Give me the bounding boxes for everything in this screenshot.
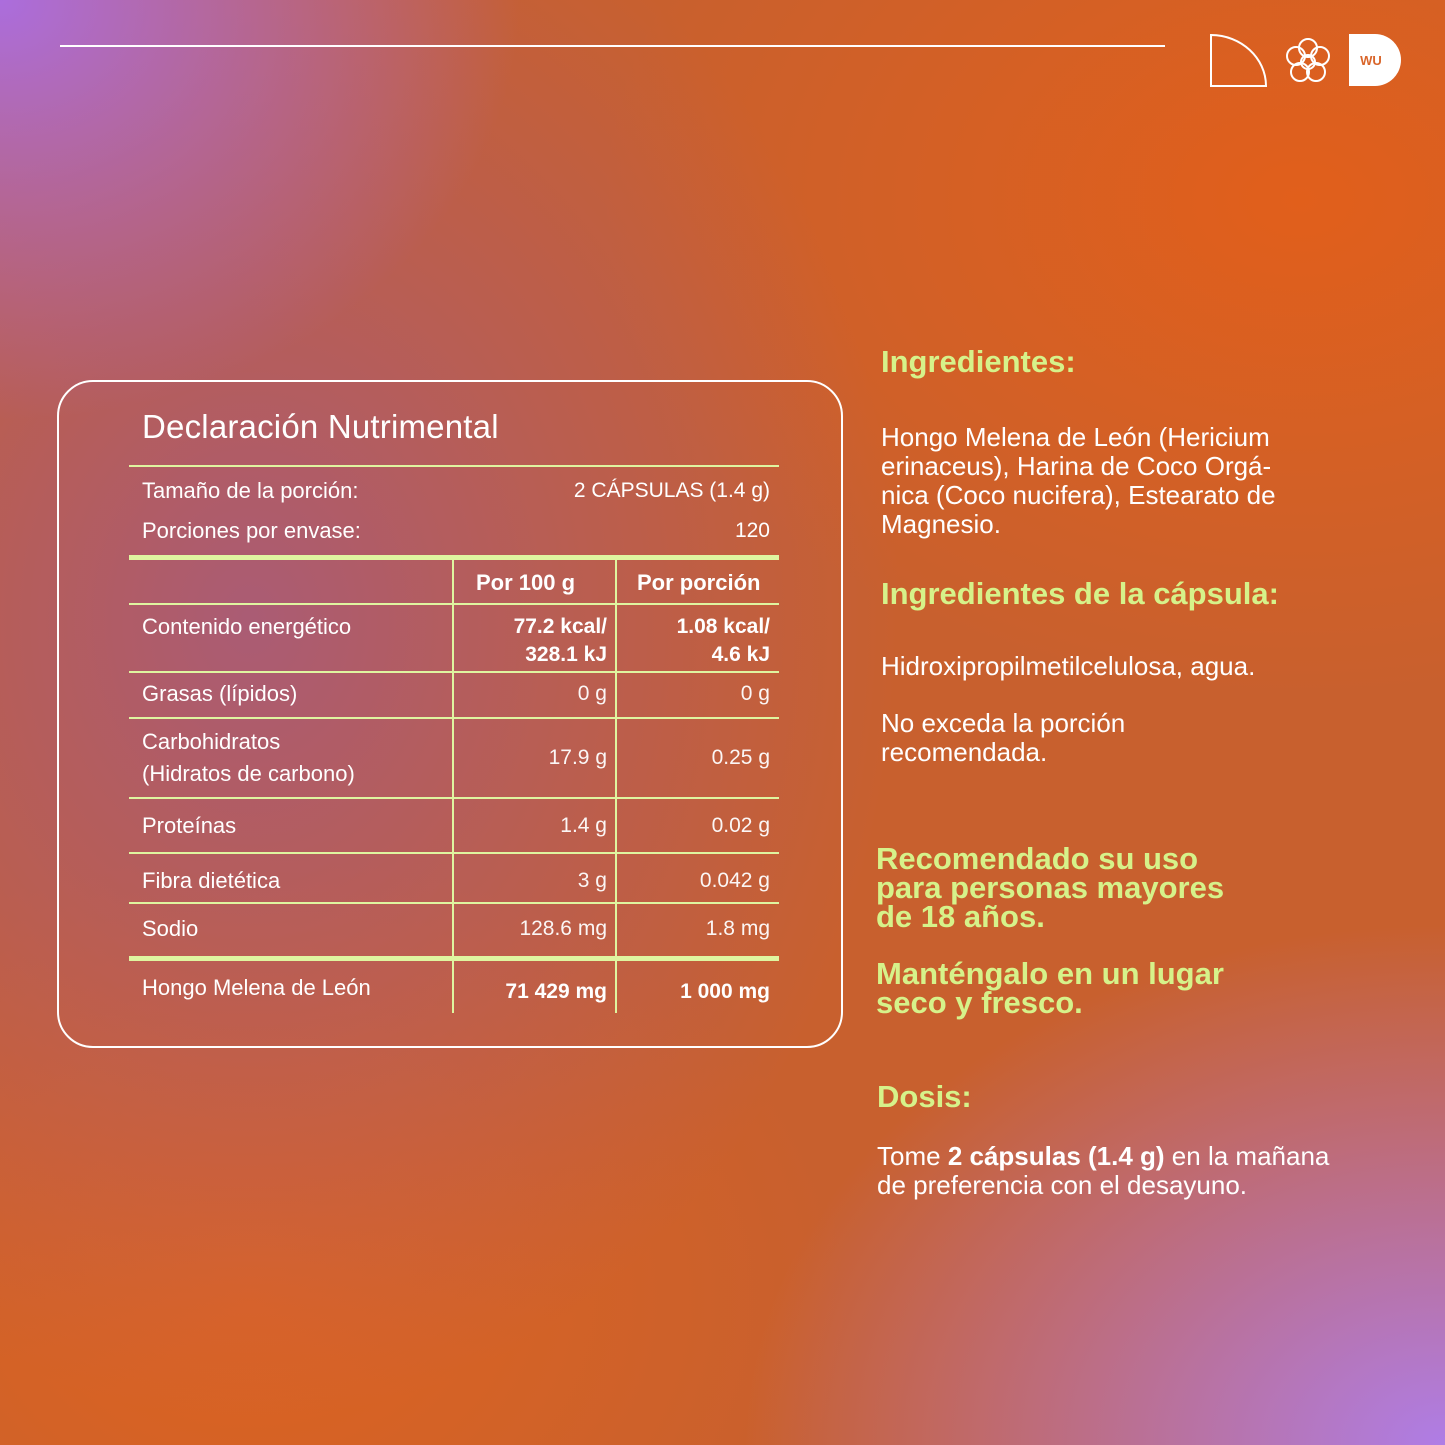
ingredients-line: erinaceus), Harina de Coco Orgá- xyxy=(881,451,1272,481)
lions-mane-perserv: 1 000 mg xyxy=(680,980,770,1003)
ingredients-line: Magnesio. xyxy=(881,509,1001,539)
column-rule-1 xyxy=(452,560,454,1013)
dose-line-2: de preferencia con el desayuno. xyxy=(877,1170,1248,1200)
table-rule-thick xyxy=(129,956,779,961)
capsule-heading: Ingredientes de la cápsula: xyxy=(881,576,1279,611)
carbs-perserv: 0.25 g xyxy=(711,746,770,769)
fiber-per100: 3 g xyxy=(577,869,607,892)
row-label-lions-mane: Hongo Melena de León xyxy=(142,975,371,1000)
col-header-per100: Por 100 g xyxy=(476,570,576,595)
ingredients-line: nica (Coco nucifera), Estearato de xyxy=(881,480,1276,510)
quarter-circle-icon xyxy=(1210,34,1268,88)
sodium-perserv: 1.8 mg xyxy=(705,917,770,940)
dose-line-1 xyxy=(877,1142,1329,1171)
energy-perserv-kj: 4.6 kJ xyxy=(711,643,770,666)
energy-per100-kj: 328.1 kJ xyxy=(525,643,607,666)
row-label-fats: Grasas (lípidos) xyxy=(142,681,298,706)
fiber-perserv: 0.042 g xyxy=(699,869,770,892)
recommendation-text xyxy=(876,841,1225,934)
column-rule-2 xyxy=(615,560,617,1013)
ingredients-heading: Ingredientes: xyxy=(881,344,1076,379)
dose-post: en la mañana xyxy=(1164,1141,1330,1171)
proteins-per100: 1.4 g xyxy=(560,814,607,837)
table-rule xyxy=(129,797,779,799)
storage-text xyxy=(876,956,1224,1020)
top-divider xyxy=(60,45,1165,47)
row-label-sodium: Sodio xyxy=(142,916,199,941)
servings-label: Porciones por envase: xyxy=(142,518,361,543)
dose-amount: 2 cápsulas (1.4 g) xyxy=(947,1141,1165,1171)
storage-line: seco y fresco. xyxy=(876,985,1083,1020)
warning-line: recomendada. xyxy=(881,737,1048,767)
recommendation-line: para personas mayores xyxy=(876,870,1225,905)
col-header-perserving: Por porción xyxy=(637,570,761,595)
capsule-text: Hidroxipropilmetilcelulosa, agua. xyxy=(881,651,1256,681)
table-rule xyxy=(129,852,779,854)
warning-text xyxy=(881,709,1125,767)
table-rule-thick xyxy=(129,555,779,560)
table-rule xyxy=(129,717,779,719)
fats-per100: 0 g xyxy=(577,682,607,705)
ingredients-line: Hongo Melena de León (Hericium xyxy=(881,422,1270,452)
serving-size-value: 2 CÁPSULAS (1.4 g) xyxy=(573,479,770,502)
energy-perserv-kcal: 1.08 kcal/ xyxy=(676,615,770,638)
brand-logo-icon xyxy=(1349,34,1401,86)
ingredients-text xyxy=(881,423,1276,539)
sodium-per100: 128.6 mg xyxy=(519,917,607,940)
row-label-carbs-sub: (Hidratos de carbono) xyxy=(142,761,355,786)
energy-per100-kcal: 77.2 kcal/ xyxy=(513,615,607,638)
storage-line: Manténgalo en un lugar xyxy=(876,956,1224,991)
fats-perserv: 0 g xyxy=(740,682,770,705)
dose-text xyxy=(877,1142,1329,1200)
table-rule xyxy=(129,603,779,605)
row-label-proteins: Proteínas xyxy=(142,813,237,838)
nutrition-title: Declaración Nutrimental xyxy=(142,408,499,445)
dose-heading: Dosis: xyxy=(877,1079,972,1114)
lions-mane-per100: 71 429 mg xyxy=(505,980,607,1003)
dose-pre: Tome xyxy=(877,1141,948,1171)
table-rule-top xyxy=(129,465,779,467)
servings-value: 120 xyxy=(734,519,770,542)
table-rule xyxy=(129,902,779,904)
carbs-per100: 17.9 g xyxy=(548,746,607,769)
brand-logo-text: WU xyxy=(1360,53,1382,68)
serving-size-label: Tamaño de la porción: xyxy=(142,478,359,503)
row-label-energy: Contenido energético xyxy=(142,614,352,639)
table-rule xyxy=(129,671,779,673)
row-label-carbs: Carbohidratos xyxy=(142,729,281,754)
recommendation-line: Recomendado su uso xyxy=(876,841,1199,876)
warning-line: No exceda la porción xyxy=(881,708,1126,738)
recommendation-line: de 18 años. xyxy=(876,899,1045,934)
proteins-perserv: 0.02 g xyxy=(711,814,770,837)
row-label-fiber: Fibra dietética xyxy=(142,868,281,893)
flower-icon xyxy=(1282,36,1334,88)
